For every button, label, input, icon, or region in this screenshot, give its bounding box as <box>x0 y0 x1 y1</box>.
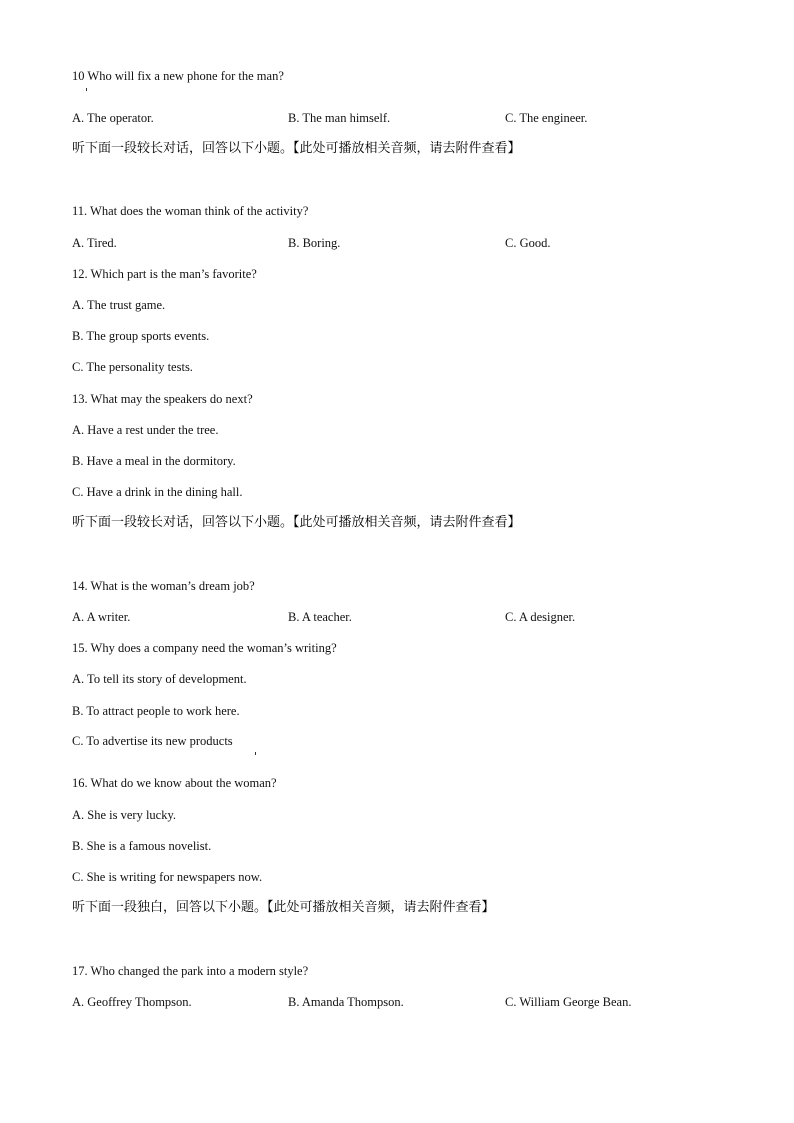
question-16-option-c: C. She is writing for newspapers now. <box>72 870 263 884</box>
stray-mark <box>86 88 87 91</box>
question-10-option-a: A. The operator. <box>72 111 154 125</box>
question-15-option-b: B. To attract people to work here. <box>72 704 240 718</box>
listening-instruction-1: 听下面一段较长对话，回答以下小题。【此处可播放相关音频，请去附件查看】 <box>72 141 521 156</box>
question-10-prompt: 10 Who will fix a new phone for the man? <box>72 69 284 83</box>
question-15-option-a: A. To tell its story of development. <box>72 672 247 686</box>
question-14-option-c: C. A designer. <box>505 610 576 624</box>
question-11-option-c: C. Good. <box>505 236 551 250</box>
question-12-option-b: B. The group sports events. <box>72 329 210 343</box>
question-14-prompt: 14. What is the woman’s dream job? <box>72 579 255 593</box>
question-11-option-a: A. Tired. <box>72 236 117 250</box>
listening-instruction-3: 听下面一段独白，回答以下小题。【此处可播放相关音频，请去附件查看】 <box>72 900 495 915</box>
listening-instruction-2: 听下面一段较长对话，回答以下小题。【此处可播放相关音频，请去附件查看】 <box>72 515 521 530</box>
question-11-option-b: B. Boring. <box>288 236 341 250</box>
question-10-option-c: C. The engineer. <box>505 111 588 125</box>
question-13-option-a: A. Have a rest under the tree. <box>72 423 219 437</box>
question-10-option-b: B. The man himself. <box>288 111 391 125</box>
question-16-prompt: 16. What do we know about the woman? <box>72 776 277 790</box>
question-14-option-b: B. A teacher. <box>288 610 352 624</box>
question-17-option-c: C. William George Bean. <box>505 995 632 1009</box>
question-14-option-a: A. A writer. <box>72 610 131 624</box>
stray-mark <box>255 752 256 755</box>
question-12-option-a: A. The trust game. <box>72 298 166 312</box>
question-12-option-c: C. The personality tests. <box>72 360 193 374</box>
question-11-prompt: 11. What does the woman think of the activity? <box>72 204 309 218</box>
question-17-option-b: B. Amanda Thompson. <box>288 995 404 1009</box>
question-15-prompt: 15. Why does a company need the woman’s writing? <box>72 641 337 655</box>
question-16-option-a: A. She is very lucky. <box>72 808 177 822</box>
question-13-option-b: B. Have a meal in the dormitory. <box>72 454 236 468</box>
question-16-option-b: B. She is a famous novelist. <box>72 839 212 853</box>
question-17-prompt: 17. Who changed the park into a modern style? <box>72 964 309 978</box>
question-17-option-a: A. Geoffrey Thompson. <box>72 995 192 1009</box>
question-15-option-c: C. To advertise its new products <box>72 734 233 748</box>
question-13-prompt: 13. What may the speakers do next? <box>72 392 253 406</box>
question-13-option-c: C. Have a drink in the dining hall. <box>72 485 243 499</box>
question-12-prompt: 12. Which part is the man’s favorite? <box>72 267 257 281</box>
